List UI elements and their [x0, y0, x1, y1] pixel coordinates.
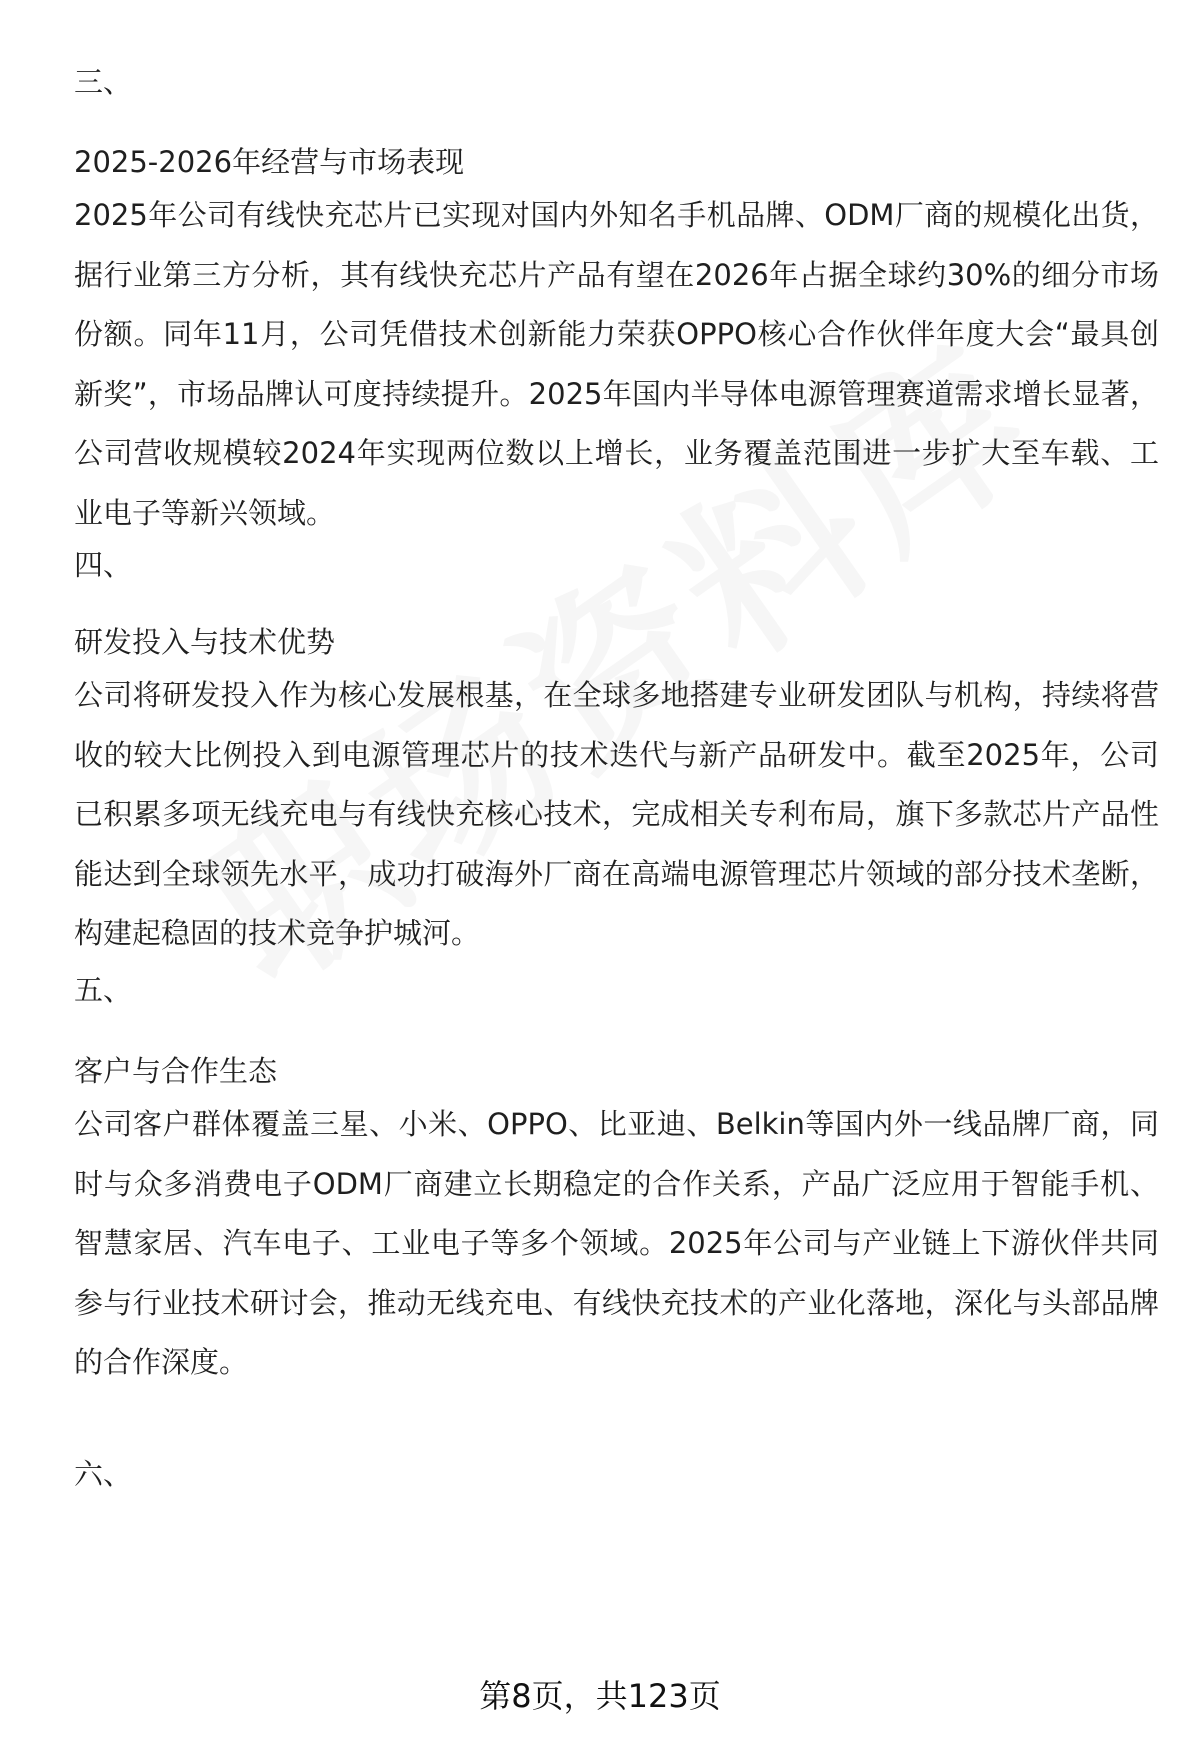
section-4-number: 四、 — [74, 548, 133, 582]
section-3-number: 三、 — [74, 65, 133, 99]
section-4-title: 研发投入与技术优势 — [74, 625, 336, 659]
section-5-body: 公司客户群体覆盖三星、小米、OPPO、比亚迪、Belkin等国内外一线品牌厂商，同时与众多消费电子ODM厂商建立长期稳定的合作关系，产品广泛应用于智能手机、智慧家居、汽车电子、工业电子等多个领域。2025年公司与产业链上下游伙伴共同参与行业技术研讨会，推动无线充电、有线快充技术的产业化落地，深化与头部品牌的合作深度。 — [74, 1107, 1159, 1379]
section-3-body: 2025年公司有线快充芯片已实现对国内外知名手机品牌、ODM厂商的规模化出货，据行业第三方分析，其有线快充芯片产品有望在2026年占据全球约30%的细分市场份额。同年11月，公司凭借技术创新能力荣获OPPO核心合作伙伴年度大会“最具创新奖”，市场品牌认可度持续提升。2025年国内半导体电源管理赛道需求增长显著，公司营收规模较2024年实现两位数以上增长，业务覆盖范围进一步扩大至车载、工业电子等新兴领域。 — [74, 198, 1159, 530]
page-number-footer: 第8页，共123页 — [479, 1677, 721, 1715]
section-5-number: 五、 — [74, 973, 133, 1007]
section-3-title: 2025-2026年经营与市场表现 — [74, 145, 465, 179]
section-6-number: 六、 — [74, 1457, 133, 1491]
section-5-title: 客户与合作生态 — [74, 1054, 278, 1088]
section-4-body: 公司将研发投入作为核心发展根基，在全球多地搭建专业研发团队与机构，持续将营收的较大比例投入到电源管理芯片的技术迭代与新产品研发中。截至2025年，公司已积累多项无线充电与有线快充核心技术，完成相关专利布局，旗下多款芯片产品性能达到全球领先水平，成功打破海外厂商在高端电源管理芯片领域的部分技术垄断，构建起稳固的技术竞争护城河。 — [74, 678, 1159, 950]
